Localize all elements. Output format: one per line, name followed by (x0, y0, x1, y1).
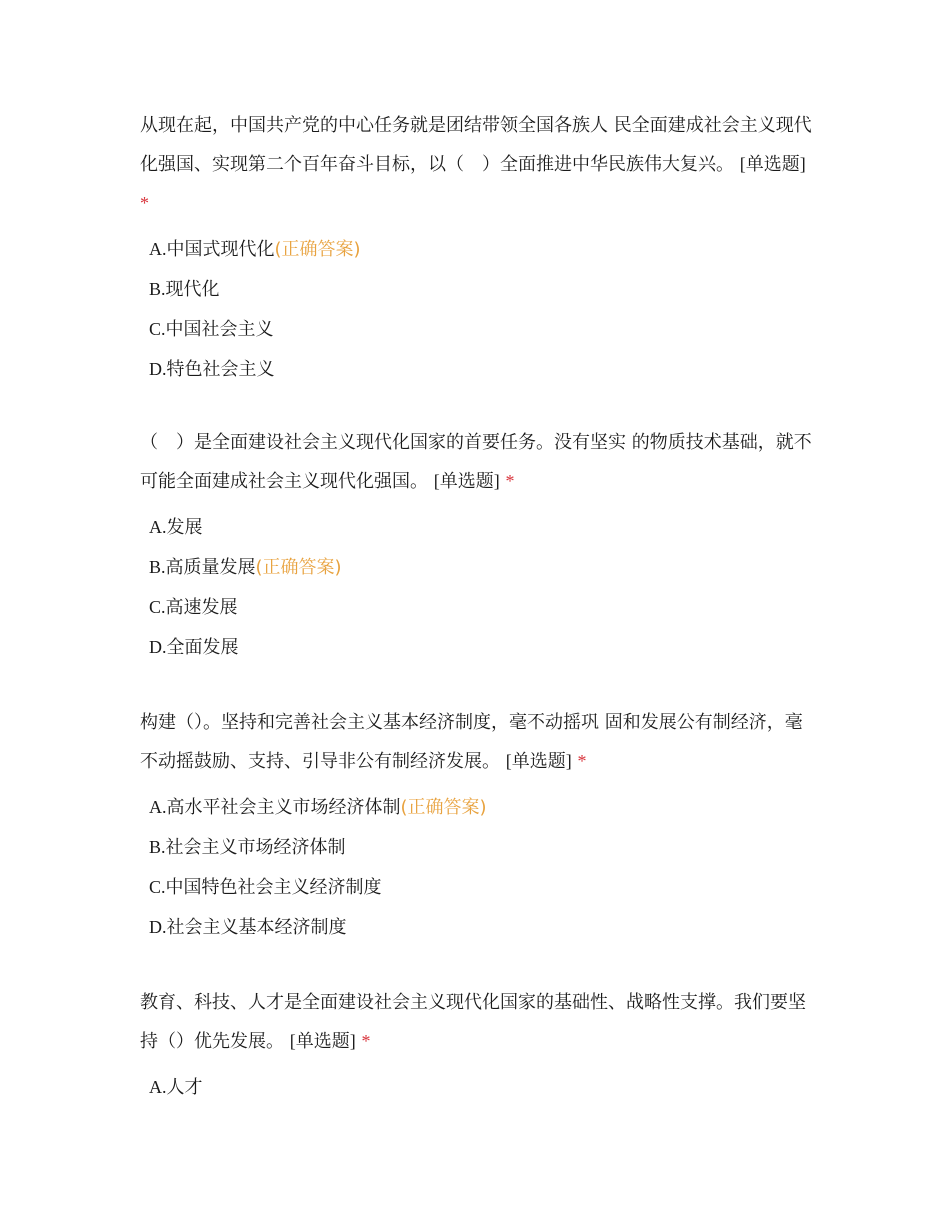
option-letter: A. (149, 239, 167, 259)
required-mark: * (361, 1031, 371, 1051)
option-d (149, 907, 820, 947)
option-letter: A. (149, 797, 167, 817)
option-list (140, 229, 820, 389)
question-stem: （ ）是全面建设社会主义现代化国家的首要任务。没有坚实 的物质技术基础，就不可能全面建成社会主义现代化强国。 (140, 432, 812, 492)
question-stem: 从现在起，中国共产党的中心任务就是团结带领全国各族人 民全面建成社会主义现代化强国、实现第二个百年奋斗目标，以（ ）全面推进中华民族伟大复兴。 (140, 115, 812, 175)
question-type-tag: [单选题] (433, 471, 500, 491)
option-b (149, 269, 820, 309)
option-b (149, 547, 820, 587)
option-letter: D. (149, 359, 167, 379)
question-stem: 构建（）。坚持和完善社会主义基本经济制度，毫不动摇巩 固和发展公有制经济，毫不动摇鼓励、支持、引导非公有制经济发展。 (140, 712, 803, 772)
question-text (140, 984, 820, 1061)
correct-answer-tag: (正确答案) (274, 239, 361, 260)
option-text: 中国式现代化 (166, 239, 275, 260)
option-b (149, 827, 820, 867)
option-letter: D. (149, 637, 167, 657)
option-text: 社会主义市场经济体制 (165, 837, 346, 858)
option-a (149, 1067, 820, 1107)
required-mark: * (505, 471, 515, 491)
option-letter: D. (149, 917, 167, 937)
question-stem: 教育、科技、人才是全面建设社会主义现代化国家的基础性、战略性支撑。我们要坚持（）优先发展。 (140, 992, 806, 1052)
option-c (149, 867, 820, 907)
correct-answer-tag: (正确答案) (400, 797, 487, 818)
question-type-tag: [单选题] (289, 1031, 356, 1051)
question-type-tag: [单选题] (739, 154, 806, 174)
question-3 (140, 704, 820, 947)
option-letter: B. (149, 557, 166, 577)
option-text: 中国特色社会主义经济制度 (165, 877, 382, 898)
option-text: 人才 (166, 1077, 203, 1098)
question-type-tag: [单选题] (505, 751, 572, 771)
option-a (149, 507, 820, 547)
option-list (140, 507, 820, 667)
option-list (140, 787, 820, 947)
option-letter: C. (149, 597, 166, 617)
option-letter: C. (149, 877, 166, 897)
option-text: 高质量发展 (165, 557, 256, 578)
option-a (149, 787, 820, 827)
option-text: 高速发展 (165, 597, 238, 618)
option-letter: A. (149, 1077, 167, 1097)
option-text: 高水平社会主义市场经济体制 (166, 797, 401, 818)
required-mark: * (577, 751, 587, 771)
question-text (140, 424, 820, 501)
option-text: 社会主义基本经济制度 (166, 917, 347, 938)
option-text: 全面发展 (166, 637, 239, 658)
option-c (149, 309, 820, 349)
question-text (140, 704, 820, 781)
option-text: 现代化 (165, 279, 220, 300)
question-1 (140, 107, 820, 389)
option-letter: C. (149, 319, 166, 339)
option-text: 发展 (166, 517, 203, 538)
option-text: 特色社会主义 (166, 359, 275, 380)
question-text (140, 107, 820, 223)
option-d (149, 349, 820, 389)
option-letter: A. (149, 517, 167, 537)
option-a (149, 229, 820, 269)
question-4 (140, 984, 820, 1107)
option-letter: B. (149, 279, 166, 299)
option-letter: B. (149, 837, 166, 857)
required-mark: * (140, 193, 149, 213)
correct-answer-tag: (正确答案) (255, 557, 342, 578)
option-list (140, 1067, 820, 1107)
option-c (149, 587, 820, 627)
option-text: 中国社会主义 (165, 319, 274, 340)
option-d (149, 627, 820, 667)
question-2 (140, 424, 820, 667)
